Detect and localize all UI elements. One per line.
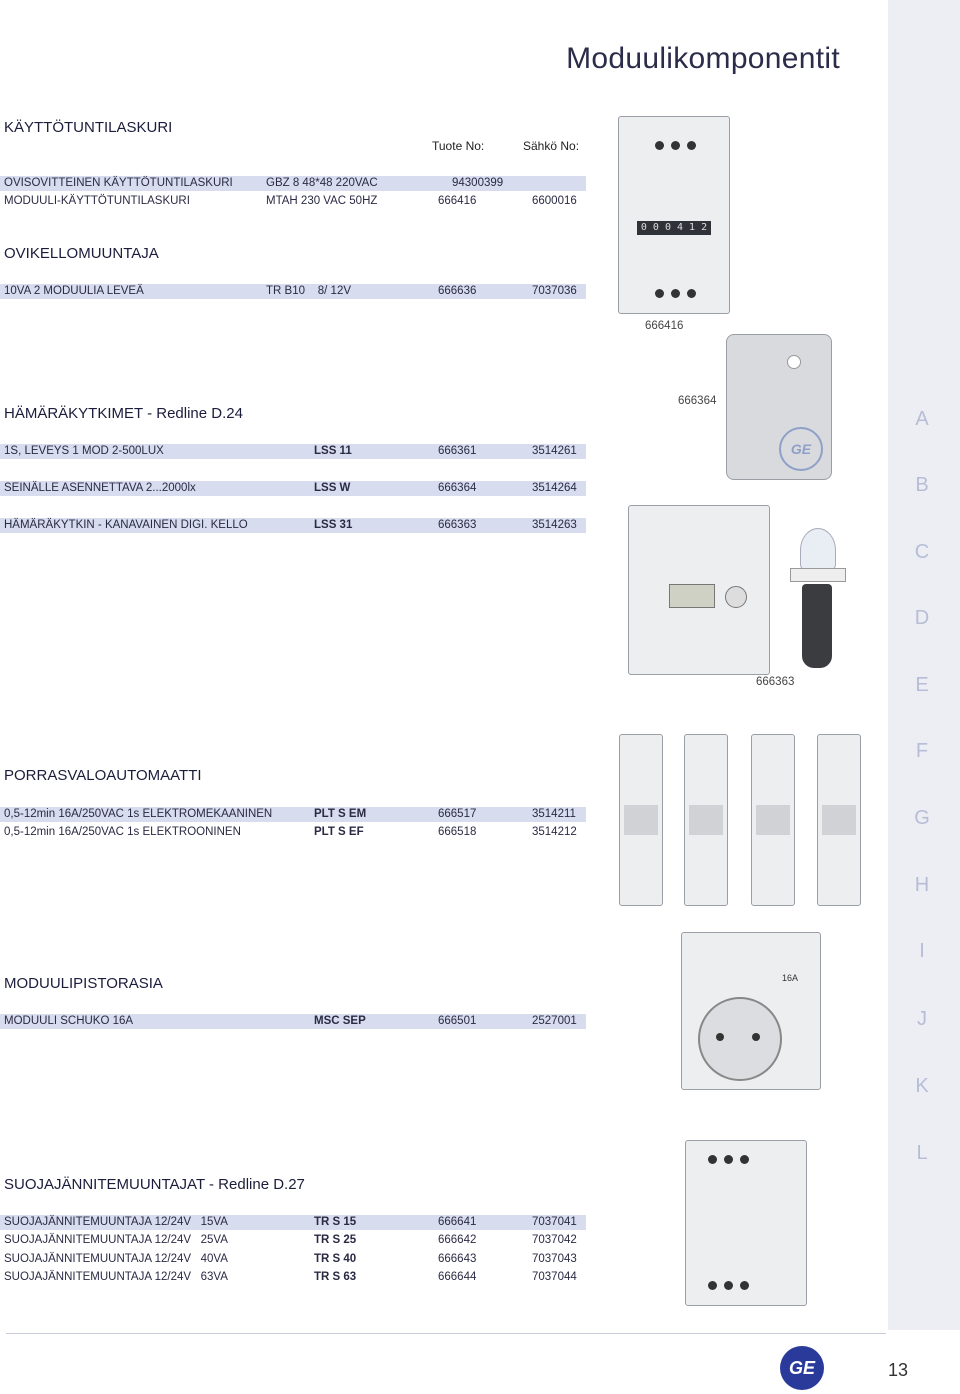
desc-cell: MODUULI-KÄYTTÖTUNTILASKURI bbox=[4, 195, 190, 207]
sahko-no-cell: 6600016 bbox=[532, 195, 577, 207]
desc-cell: HÄMÄRÄKYTKIN - KANAVAINEN DIGI. KELLO bbox=[4, 519, 248, 531]
desc-cell: SUOJAJÄNNITEMUUNTAJA 12/24V 40VA bbox=[4, 1253, 228, 1265]
header-tuote-no: Tuote No: bbox=[432, 139, 485, 153]
section-title: SUOJAJÄNNITEMUUNTAJAT - Redline D.27 bbox=[4, 1176, 305, 1193]
tuote-no-cell: 666518 bbox=[438, 826, 477, 838]
section-title: OVIKELLOMUUNTAJA bbox=[4, 245, 159, 262]
sahko-no-cell: 3514261 bbox=[532, 445, 577, 457]
counter-display: 0 0 0 4 1 2 bbox=[637, 221, 711, 235]
page-number: 13 bbox=[887, 1360, 908, 1380]
table-row bbox=[0, 1215, 586, 1230]
staircase-timer-image bbox=[684, 734, 728, 906]
tuote-no-cell: 666643 bbox=[438, 1253, 477, 1265]
table-row bbox=[0, 1270, 586, 1285]
type-cell: MTAH 230 VAC 50HZ bbox=[266, 195, 378, 207]
tuote-no-cell: 666642 bbox=[438, 1234, 477, 1246]
tuote-no-cell: 666644 bbox=[438, 1271, 477, 1283]
desc-cell: OVISOVITTEINEN KÄYTTÖTUNTILASKURI bbox=[4, 177, 233, 189]
staircase-timer-image bbox=[817, 734, 861, 906]
desc-cell: 1S, LEVEYS 1 MOD 2-500LUX bbox=[4, 445, 164, 457]
section-title: HÄMÄRÄKYTKIMET - Redline D.24 bbox=[4, 405, 243, 422]
tuote-no-cell: 666517 bbox=[438, 808, 477, 820]
figure-label: 666364 bbox=[678, 395, 717, 407]
sahko-no-cell: 3514212 bbox=[532, 826, 577, 838]
table-row bbox=[0, 481, 586, 496]
tuote-no-cell: 666416 bbox=[438, 195, 477, 207]
twilight-switch-clock-image bbox=[628, 505, 770, 675]
table-row bbox=[0, 284, 586, 299]
type-cell: LSS W bbox=[314, 482, 351, 494]
sahko-no-cell: 2527001 bbox=[532, 1015, 577, 1027]
footer-divider bbox=[6, 1333, 886, 1334]
desc-cell: SUOJAJÄNNITEMUUNTAJA 12/24V 63VA bbox=[4, 1271, 228, 1283]
index-letter[interactable]: G bbox=[914, 807, 930, 829]
index-letter[interactable]: F bbox=[915, 740, 929, 762]
socket-rating-label: 16A bbox=[782, 973, 799, 983]
tuote-no-cell: 666636 bbox=[438, 285, 477, 297]
type-cell: TR B10 8/ 12V bbox=[266, 285, 352, 297]
type-cell: TR S 63 bbox=[314, 1271, 357, 1283]
type-cell: TR S 25 bbox=[314, 1234, 357, 1246]
desc-cell: 0,5-12min 16A/250VAC 1s ELEKTROONINEN bbox=[4, 826, 241, 838]
tuote-no-cell: 94300399 bbox=[452, 177, 504, 189]
tuote-no-cell: 666364 bbox=[438, 482, 477, 494]
header-sahko-no: Sähkö No: bbox=[523, 139, 580, 153]
type-cell: MSC SEP bbox=[314, 1015, 366, 1027]
table-row bbox=[0, 176, 586, 191]
wall-twilight-switch-image bbox=[726, 334, 832, 480]
section-title: MODUULIPISTORASIA bbox=[4, 975, 163, 992]
desc-cell: SEINÄLLE ASENNETTAVA 2...2000lx bbox=[4, 482, 196, 494]
ge-logo: GE bbox=[780, 1346, 824, 1390]
table-row bbox=[0, 807, 586, 822]
index-letter[interactable]: J bbox=[917, 1008, 927, 1030]
page-title: Moduulikomponentit bbox=[566, 42, 840, 75]
table-row bbox=[0, 1014, 586, 1029]
table-row bbox=[0, 1252, 586, 1267]
sahko-no-cell: 3514263 bbox=[532, 519, 577, 531]
tuote-no-cell: 666361 bbox=[438, 445, 477, 457]
sahko-no-cell: 7037041 bbox=[532, 1216, 577, 1228]
type-cell: TR S 40 bbox=[314, 1253, 357, 1265]
type-cell: GBZ 8 48*48 220VAC bbox=[266, 177, 378, 189]
index-letter[interactable]: L bbox=[916, 1142, 928, 1164]
sahko-no-cell: 3514264 bbox=[532, 482, 577, 494]
type-cell: LSS 31 bbox=[314, 519, 353, 531]
sahko-no-cell: 7037043 bbox=[532, 1253, 577, 1265]
side-index bbox=[888, 0, 960, 1330]
staircase-timer-image bbox=[751, 734, 795, 906]
table-row bbox=[0, 194, 586, 209]
sahko-no-cell: 7037044 bbox=[532, 1271, 577, 1283]
type-cell: TR S 15 bbox=[314, 1216, 357, 1228]
type-cell: LSS 11 bbox=[314, 445, 352, 457]
table-row bbox=[0, 1233, 586, 1248]
schuko-socket-image bbox=[681, 932, 821, 1090]
table-row bbox=[0, 444, 586, 459]
type-cell: PLT S EF bbox=[314, 826, 364, 838]
section-title: KÄYTTÖTUNTILASKURI bbox=[4, 119, 173, 136]
index-letter[interactable]: B bbox=[915, 474, 929, 496]
index-letter[interactable]: D bbox=[914, 607, 930, 629]
ge-emblem-icon: GE bbox=[779, 427, 823, 471]
desc-cell: 0,5-12min 16A/250VAC 1s ELEKTROMEKAANINEN bbox=[4, 808, 273, 820]
tuote-no-cell: 666363 bbox=[438, 519, 477, 531]
tuote-no-cell: 666641 bbox=[438, 1216, 477, 1228]
staircase-timer-image bbox=[619, 734, 663, 906]
figure-label: 666416 bbox=[645, 320, 684, 332]
type-cell: PLT S EM bbox=[314, 808, 367, 820]
index-letter[interactable]: E bbox=[915, 674, 929, 696]
desc-cell: MODUULI SCHUKO 16A bbox=[4, 1015, 134, 1027]
sahko-no-cell: 3514211 bbox=[532, 808, 576, 820]
figure-label: 666363 bbox=[756, 676, 795, 688]
index-letter[interactable]: I bbox=[919, 940, 925, 962]
table-row bbox=[0, 825, 586, 840]
index-letter[interactable]: A bbox=[915, 408, 929, 430]
hour-counter-image bbox=[618, 116, 730, 314]
desc-cell: SUOJAJÄNNITEMUUNTAJA 12/24V 25VA bbox=[4, 1234, 228, 1246]
desc-cell: 10VA 2 MODUULIA LEVEÄ bbox=[4, 285, 144, 297]
light-sensor-image bbox=[790, 528, 844, 668]
section-title: PORRASVALOAUTOMAATTI bbox=[4, 767, 202, 784]
index-letter[interactable]: C bbox=[914, 541, 930, 563]
table-row bbox=[0, 518, 586, 533]
sahko-no-cell: 7037036 bbox=[532, 285, 577, 297]
index-letter[interactable]: H bbox=[914, 874, 930, 896]
sahko-no-cell: 7037042 bbox=[532, 1234, 577, 1246]
safety-transformer-image bbox=[685, 1140, 807, 1306]
index-letter[interactable]: K bbox=[915, 1075, 929, 1097]
tuote-no-cell: 666501 bbox=[438, 1015, 477, 1027]
desc-cell: SUOJAJÄNNITEMUUNTAJA 12/24V 15VA bbox=[4, 1216, 228, 1228]
